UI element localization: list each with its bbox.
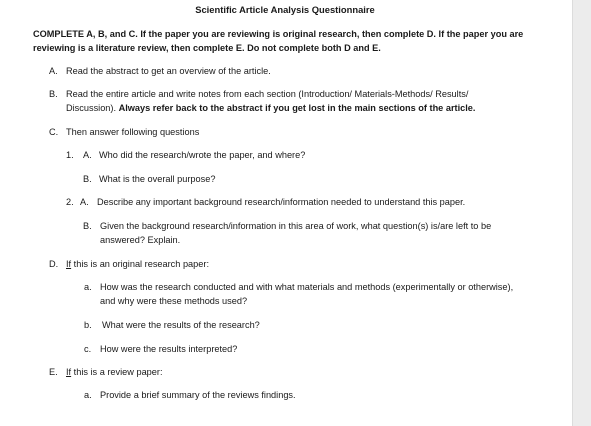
item-d-c-marker: c. (84, 344, 92, 354)
intro-line-1: COMPLETE A, B, and C. If the paper you are reviewing is original research, then complete D. If the paper you are (33, 29, 524, 39)
question-2b-letter: B. (83, 221, 92, 231)
item-e-text (66, 365, 163, 379)
question-1b-text: What is the overall purpose? (99, 174, 216, 184)
question-2b-line-1: Given the background research/information in this area of work, what question(s) is/are left to be (100, 221, 492, 231)
question-1b-letter: B. (83, 174, 92, 184)
question-1-number: 1. (66, 150, 74, 160)
question-1a-letter: A. (83, 150, 92, 160)
item-d-b-marker: b. (84, 320, 92, 330)
item-d-marker: D. (49, 259, 59, 269)
item-d-a-marker: a. (84, 282, 92, 292)
item-a-marker: A. (49, 66, 58, 76)
item-e-rest: this is a review paper: (71, 367, 163, 377)
item-e-a-text: Provide a brief summary of the reviews findings. (100, 390, 296, 400)
item-d-rest: this is an original research paper: (71, 259, 209, 269)
item-a-text: Read the abstract to get an overview of the article. (66, 66, 271, 76)
question-1a-text: Who did the research/wrote the paper, and where? (99, 150, 306, 160)
intro-line-2: reviewing is a literature review, then complete E. Do not complete both D and E. (33, 43, 381, 53)
item-e-marker: E. (49, 367, 58, 377)
item-b-marker: B. (49, 89, 58, 99)
item-d-if: If (66, 259, 72, 269)
item-b-emphasis: Always refer back to the abstract if you get lost in the main sections of the article. (118, 103, 476, 113)
item-e-a-marker: a. (84, 390, 92, 400)
item-d-a-line-1: How was the research conducted and with what materials and methods (experimentally or otherwise), (100, 282, 514, 292)
item-b-line-2 (66, 101, 475, 115)
item-d-c-text: How were the results interpreted? (100, 344, 238, 354)
item-d-a-line-2: and why were these methods used? (100, 296, 248, 306)
item-d-b-text: What were the results of the research? (102, 320, 260, 330)
question-2a-text: Describe any important background research/information needed to understand this paper. (97, 197, 466, 207)
item-c-text: Then answer following questions (66, 127, 200, 137)
item-b-line-2-normal: Discussion). (66, 103, 119, 113)
document-title: Scientific Article Analysis Questionnaire (195, 4, 375, 15)
item-c-marker: C. (49, 127, 59, 137)
question-2a-letter: A. (80, 197, 89, 207)
question-2b-line-2: answered? Explain. (100, 235, 181, 245)
item-b-line-1: Read the entire article and write notes from each section (Introduction/ Materials-Methods/ Results/ (66, 89, 469, 99)
scrollbar-track[interactable] (572, 0, 591, 426)
item-d-text (66, 257, 209, 271)
question-2-number: 2. (66, 197, 74, 207)
item-e-if: If (66, 367, 72, 377)
